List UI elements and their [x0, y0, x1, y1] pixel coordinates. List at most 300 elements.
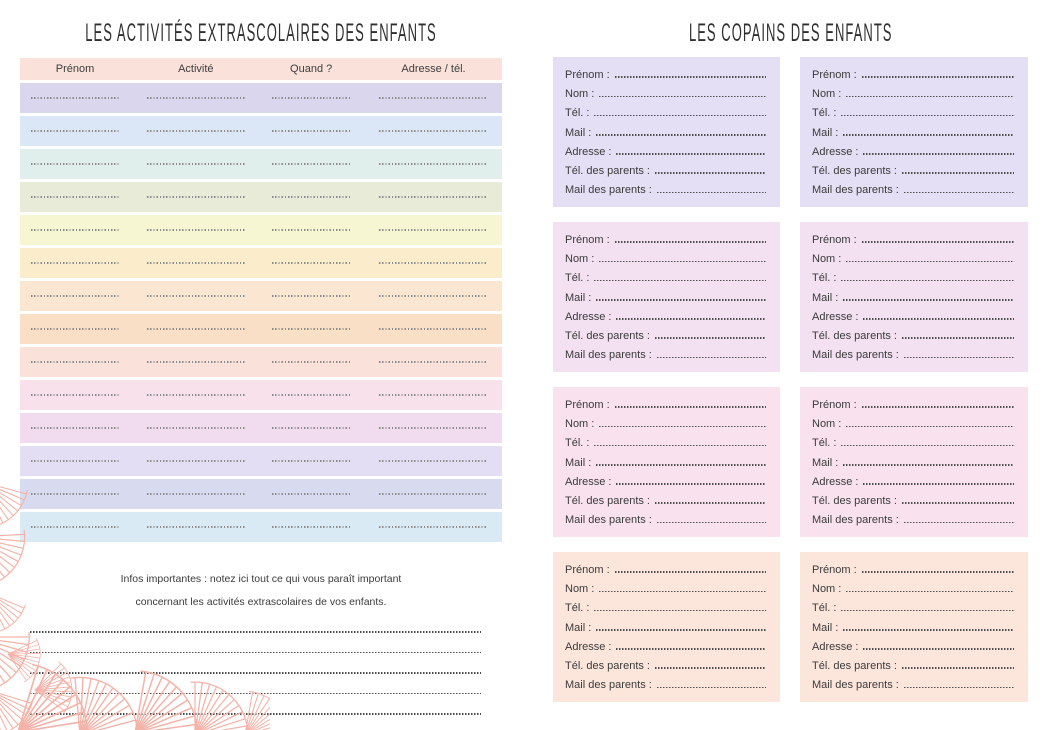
card-field-row	[565, 676, 766, 695]
dotted-write-line	[31, 196, 119, 198]
table-cell[interactable]	[20, 347, 130, 377]
dotted-write-line[interactable]	[863, 483, 1014, 485]
column-header-2: Activité	[178, 63, 214, 75]
dotted-write-line[interactable]	[902, 502, 1014, 504]
dotted-write-line[interactable]	[616, 648, 766, 650]
dotted-write-line	[272, 130, 351, 132]
table-row	[20, 380, 502, 410]
column-header-1: Prénom	[55, 63, 95, 75]
dotted-write-line	[31, 130, 119, 132]
card-field-row	[565, 638, 766, 657]
table-cell[interactable]	[262, 215, 361, 245]
dotted-write-line	[147, 427, 245, 429]
table-cell[interactable]	[134, 479, 257, 509]
dotted-write-line[interactable]	[657, 357, 766, 359]
important-info-note	[20, 568, 502, 614]
table-cell[interactable]	[134, 347, 257, 377]
dotted-write-line[interactable]	[843, 299, 1014, 301]
table-cell[interactable]	[20, 215, 130, 245]
card-field-row	[812, 511, 1014, 530]
note-writing-line[interactable]	[30, 612, 481, 633]
card-field-row	[565, 85, 766, 104]
table-cell[interactable]	[262, 314, 361, 344]
dotted-write-line	[147, 526, 245, 528]
table-cell[interactable]	[262, 347, 361, 377]
card-field-row	[565, 473, 766, 492]
field-label: Adresse :	[565, 475, 612, 488]
note-writing-lines	[30, 612, 481, 715]
card-field-row	[565, 657, 766, 676]
dotted-write-line	[147, 295, 245, 297]
table-cell[interactable]	[262, 479, 361, 509]
card-field-row	[812, 327, 1014, 346]
dotted-write-line	[30, 672, 481, 674]
card-field-row	[812, 66, 1014, 85]
card-field-row	[565, 434, 766, 453]
card-field-row	[565, 492, 766, 511]
card-field-row	[812, 162, 1014, 181]
card-field-row	[812, 143, 1014, 162]
dotted-write-line	[147, 196, 245, 198]
field-label: Adresse :	[812, 145, 859, 158]
dotted-write-line	[31, 394, 119, 396]
table-cell[interactable]	[134, 215, 257, 245]
card-field-row	[812, 657, 1014, 676]
dotted-write-line[interactable]	[863, 318, 1014, 320]
dotted-write-line[interactable]	[902, 667, 1014, 669]
table-cell[interactable]	[365, 512, 502, 542]
dotted-write-line[interactable]	[599, 261, 766, 263]
dotted-write-line[interactable]	[862, 241, 1014, 243]
card-field-row	[812, 580, 1014, 599]
field-label: Tél. :	[812, 107, 837, 120]
card-field-row	[812, 434, 1014, 453]
dotted-write-line[interactable]	[655, 337, 766, 339]
table-row	[20, 281, 502, 311]
field-label: Mail des parents :	[812, 184, 899, 197]
dotted-write-line	[272, 394, 351, 396]
table-row	[20, 83, 502, 113]
card-field-row	[812, 231, 1014, 250]
friend-card	[800, 552, 1028, 702]
table-cell[interactable]	[134, 248, 257, 278]
dotted-write-line	[379, 361, 489, 363]
table-cell[interactable]	[262, 116, 361, 146]
table-cell[interactable]	[20, 83, 130, 113]
dotted-write-line	[147, 460, 245, 462]
field-label: Adresse :	[565, 310, 612, 323]
table-cell[interactable]	[20, 248, 130, 278]
table-cell[interactable]	[365, 347, 502, 377]
card-field-row	[565, 580, 766, 599]
table-cell[interactable]	[134, 182, 257, 212]
card-field-row	[565, 327, 766, 346]
field-label: Mail des parents :	[565, 184, 652, 197]
card-field-row	[565, 454, 766, 473]
table-cell[interactable]	[365, 413, 502, 443]
dotted-write-line[interactable]	[841, 445, 1014, 447]
field-label: Mail des parents :	[812, 349, 899, 362]
dotted-write-line	[147, 97, 245, 99]
friend-card	[553, 552, 780, 702]
table-row	[20, 314, 502, 344]
dotted-write-line[interactable]	[863, 648, 1014, 650]
field-label: Nom :	[812, 253, 842, 266]
friend-card	[553, 222, 780, 372]
note-writing-line[interactable]	[30, 674, 481, 695]
table-cell[interactable]	[262, 83, 361, 113]
table-cell[interactable]	[262, 380, 361, 410]
field-label: Mail des parents :	[812, 514, 899, 527]
note-writing-line[interactable]	[30, 694, 481, 715]
field-label: Mail :	[812, 456, 839, 469]
table-row	[20, 116, 502, 146]
friend-card	[800, 222, 1028, 372]
card-field-row	[565, 599, 766, 618]
dotted-write-line[interactable]	[594, 610, 766, 612]
field-label: Mail :	[565, 126, 592, 139]
dotted-write-line	[379, 196, 489, 198]
field-label: Mail :	[565, 621, 592, 634]
field-label: Nom :	[565, 88, 595, 101]
field-label: Mail des parents :	[565, 679, 652, 692]
field-label: Nom :	[812, 88, 842, 101]
dotted-write-line	[272, 526, 351, 528]
friend-card	[553, 387, 780, 537]
card-field-row	[812, 473, 1014, 492]
card-field-row	[812, 250, 1014, 269]
field-label: Nom :	[565, 418, 595, 431]
dotted-write-line[interactable]	[616, 153, 766, 155]
table-cell[interactable]	[134, 116, 257, 146]
dotted-write-line[interactable]	[655, 502, 766, 504]
friend-card	[553, 57, 780, 207]
dotted-write-line	[31, 493, 119, 495]
field-label: Adresse :	[812, 640, 859, 653]
table-cell[interactable]	[262, 149, 361, 179]
field-label: Tél. des parents :	[565, 329, 650, 342]
table-cell[interactable]	[365, 83, 502, 113]
dotted-write-line[interactable]	[902, 337, 1014, 339]
dotted-write-line[interactable]	[655, 667, 766, 669]
field-label: Tél. des parents :	[812, 329, 897, 342]
dotted-write-line[interactable]	[657, 522, 766, 524]
dotted-write-line[interactable]	[902, 172, 1014, 174]
card-field-row	[565, 231, 766, 250]
column-header-3: Quand ?	[290, 63, 333, 75]
dotted-write-line	[31, 460, 119, 462]
table-cell[interactable]	[134, 413, 257, 443]
dotted-write-line[interactable]	[594, 445, 766, 447]
friend-card	[800, 387, 1028, 537]
table-cell[interactable]	[20, 380, 130, 410]
dotted-write-line[interactable]	[846, 591, 1014, 593]
card-field-row	[812, 346, 1014, 365]
field-label: Mail :	[812, 291, 839, 304]
dotted-write-line	[379, 229, 489, 231]
dotted-write-line[interactable]	[616, 318, 766, 320]
table-cell[interactable]	[20, 479, 130, 509]
card-field-row	[565, 619, 766, 638]
column-header-4: Adresse / tél.	[401, 63, 466, 75]
dotted-write-line	[272, 196, 351, 198]
activities-table	[20, 58, 502, 542]
table-cell[interactable]	[20, 314, 130, 344]
dotted-write-line	[147, 361, 245, 363]
dotted-write-line	[272, 295, 351, 297]
dotted-write-line[interactable]	[841, 280, 1014, 282]
table-cell[interactable]	[262, 512, 361, 542]
dotted-write-line	[147, 394, 245, 396]
field-label: Prénom :	[565, 234, 610, 246]
table-row	[20, 479, 502, 509]
card-field-row	[812, 181, 1014, 200]
note-line-1: Infos importantes : notez ici tout ce qui vous paraît important	[120, 573, 402, 585]
friend-card	[800, 57, 1028, 207]
table-cell[interactable]	[262, 248, 361, 278]
table-cell[interactable]	[365, 479, 502, 509]
dotted-write-line[interactable]	[904, 522, 1014, 524]
field-label: Prénom :	[812, 234, 857, 246]
field-label: Tél. :	[565, 437, 590, 450]
table-cell[interactable]	[262, 446, 361, 476]
dotted-write-line	[379, 295, 489, 297]
table-cell[interactable]	[134, 380, 257, 410]
activities-table-body	[20, 83, 502, 542]
table-cell[interactable]	[365, 380, 502, 410]
dotted-write-line[interactable]	[655, 172, 766, 174]
dotted-write-line	[31, 328, 119, 330]
dotted-write-line	[272, 163, 351, 165]
field-label: Tél. des parents :	[565, 659, 650, 672]
dotted-write-line[interactable]	[904, 357, 1014, 359]
dotted-write-line[interactable]	[615, 406, 766, 408]
field-label: Adresse :	[812, 310, 859, 323]
table-cell[interactable]	[365, 149, 502, 179]
card-field-row	[812, 492, 1014, 511]
card-field-row	[565, 104, 766, 123]
card-field-row	[812, 104, 1014, 123]
dotted-write-line	[272, 97, 351, 99]
dotted-write-line	[31, 262, 119, 264]
card-field-row	[812, 85, 1014, 104]
card-field-row	[565, 269, 766, 288]
table-cell[interactable]	[20, 446, 130, 476]
field-label: Tél. :	[812, 272, 837, 285]
dotted-write-line	[379, 427, 489, 429]
field-label: Mail :	[812, 126, 839, 139]
table-row	[20, 413, 502, 443]
table-cell[interactable]	[134, 281, 257, 311]
card-field-row	[565, 66, 766, 85]
dotted-write-line	[31, 427, 119, 429]
dotted-write-line	[272, 262, 351, 264]
table-row	[20, 149, 502, 179]
table-cell[interactable]	[365, 314, 502, 344]
field-label: Mail :	[812, 621, 839, 634]
table-cell[interactable]	[262, 182, 361, 212]
dotted-write-line	[272, 427, 351, 429]
dotted-write-line[interactable]	[596, 134, 766, 136]
card-field-row	[565, 289, 766, 308]
card-field-row	[812, 396, 1014, 415]
dotted-write-line[interactable]	[657, 687, 766, 689]
dotted-write-line[interactable]	[615, 241, 766, 243]
dotted-write-line	[272, 328, 351, 330]
friends-page-title-text: LES COPAINS DES ENFANTS	[688, 18, 893, 47]
table-cell[interactable]	[134, 314, 257, 344]
table-row	[20, 446, 502, 476]
field-label: Tél. des parents :	[812, 164, 897, 177]
field-label: Tél. des parents :	[565, 494, 650, 507]
dotted-write-line[interactable]	[594, 280, 766, 282]
card-field-row	[812, 124, 1014, 143]
dotted-write-line[interactable]	[843, 134, 1014, 136]
field-label: Adresse :	[565, 145, 612, 158]
table-cell[interactable]	[365, 215, 502, 245]
dotted-write-line[interactable]	[843, 629, 1014, 631]
dotted-write-line	[147, 163, 245, 165]
table-cell[interactable]	[20, 413, 130, 443]
dotted-write-line[interactable]	[596, 629, 766, 631]
dotted-write-line[interactable]	[657, 192, 766, 194]
dotted-write-line[interactable]	[862, 406, 1014, 408]
table-cell[interactable]	[365, 281, 502, 311]
table-cell[interactable]	[20, 149, 130, 179]
card-field-row	[565, 346, 766, 365]
card-field-row	[812, 599, 1014, 618]
dotted-write-line	[379, 394, 489, 396]
card-field-row	[565, 308, 766, 327]
table-cell[interactable]	[262, 413, 361, 443]
dotted-write-line[interactable]	[615, 571, 766, 573]
dotted-write-line[interactable]	[904, 192, 1014, 194]
dotted-write-line	[30, 631, 481, 633]
dotted-write-line	[31, 361, 119, 363]
card-field-row	[812, 561, 1014, 580]
dotted-write-line	[272, 361, 351, 363]
card-field-row	[812, 269, 1014, 288]
dotted-write-line	[31, 229, 119, 231]
card-field-row	[812, 619, 1014, 638]
dotted-write-line	[272, 229, 351, 231]
dotted-write-line[interactable]	[599, 96, 766, 98]
table-cell[interactable]	[134, 149, 257, 179]
dotted-write-line[interactable]	[596, 299, 766, 301]
dotted-write-line[interactable]	[594, 115, 766, 117]
table-row	[20, 512, 502, 542]
friend-cards-grid	[553, 57, 1028, 702]
note-writing-line[interactable]	[30, 653, 481, 674]
card-field-row	[565, 396, 766, 415]
table-cell[interactable]	[20, 182, 130, 212]
table-cell[interactable]	[365, 116, 502, 146]
card-field-row	[565, 124, 766, 143]
activities-table-header-row	[20, 58, 502, 80]
field-label: Tél. des parents :	[812, 659, 897, 672]
dotted-write-line[interactable]	[846, 261, 1014, 263]
dotted-write-line	[379, 130, 489, 132]
dotted-write-line	[147, 130, 245, 132]
field-label: Tél. :	[565, 107, 590, 120]
table-cell[interactable]	[365, 248, 502, 278]
table-row	[20, 347, 502, 377]
card-field-row	[812, 308, 1014, 327]
dotted-write-line	[31, 97, 119, 99]
card-field-row	[812, 454, 1014, 473]
table-cell[interactable]	[20, 281, 130, 311]
dotted-write-line	[147, 229, 245, 231]
dotted-write-line[interactable]	[862, 571, 1014, 573]
field-label: Prénom :	[565, 399, 610, 411]
field-label: Nom :	[565, 583, 595, 596]
field-label: Mail des parents :	[565, 349, 652, 362]
table-cell[interactable]	[365, 446, 502, 476]
field-label: Mail des parents :	[812, 679, 899, 692]
field-label: Prénom :	[565, 564, 610, 576]
dotted-write-line	[147, 493, 245, 495]
dotted-write-line[interactable]	[599, 426, 766, 428]
dotted-write-line[interactable]	[596, 464, 766, 466]
card-field-row	[565, 181, 766, 200]
dotted-write-line[interactable]	[862, 76, 1014, 78]
table-cell[interactable]	[20, 116, 130, 146]
card-field-row	[565, 143, 766, 162]
dotted-write-line[interactable]	[846, 96, 1014, 98]
dotted-write-line[interactable]	[616, 483, 766, 485]
field-label: Adresse :	[565, 640, 612, 653]
dotted-write-line[interactable]	[904, 687, 1014, 689]
field-label: Prénom :	[812, 564, 857, 576]
table-cell[interactable]	[134, 446, 257, 476]
field-label: Prénom :	[565, 69, 610, 81]
field-label: Tél. :	[812, 602, 837, 615]
dotted-write-line[interactable]	[599, 591, 766, 593]
field-label: Prénom :	[812, 69, 857, 81]
table-cell[interactable]	[262, 281, 361, 311]
field-label: Mail :	[565, 456, 592, 469]
table-cell[interactable]	[20, 512, 130, 542]
dotted-write-line	[379, 526, 489, 528]
dotted-write-line	[379, 328, 489, 330]
table-cell[interactable]	[134, 83, 257, 113]
dotted-write-line	[30, 652, 481, 654]
friends-page-title	[553, 20, 1028, 46]
note-writing-line[interactable]	[30, 633, 481, 654]
dotted-write-line	[379, 97, 489, 99]
dotted-write-line	[30, 713, 481, 715]
card-field-row	[565, 561, 766, 580]
field-label: Tél. :	[565, 602, 590, 615]
table-cell[interactable]	[365, 182, 502, 212]
field-label: Mail :	[565, 291, 592, 304]
dotted-write-line[interactable]	[863, 153, 1014, 155]
dotted-write-line	[272, 460, 351, 462]
dotted-write-line	[31, 526, 119, 528]
dotted-write-line	[379, 163, 489, 165]
card-field-row	[565, 250, 766, 269]
dotted-write-line[interactable]	[843, 464, 1014, 466]
table-cell[interactable]	[134, 512, 257, 542]
dotted-write-line[interactable]	[615, 76, 766, 78]
card-field-row	[565, 415, 766, 434]
dotted-write-line[interactable]	[841, 115, 1014, 117]
card-field-row	[812, 676, 1014, 695]
field-label: Nom :	[812, 583, 842, 596]
dotted-write-line[interactable]	[841, 610, 1014, 612]
table-row	[20, 248, 502, 278]
dotted-write-line[interactable]	[846, 426, 1014, 428]
